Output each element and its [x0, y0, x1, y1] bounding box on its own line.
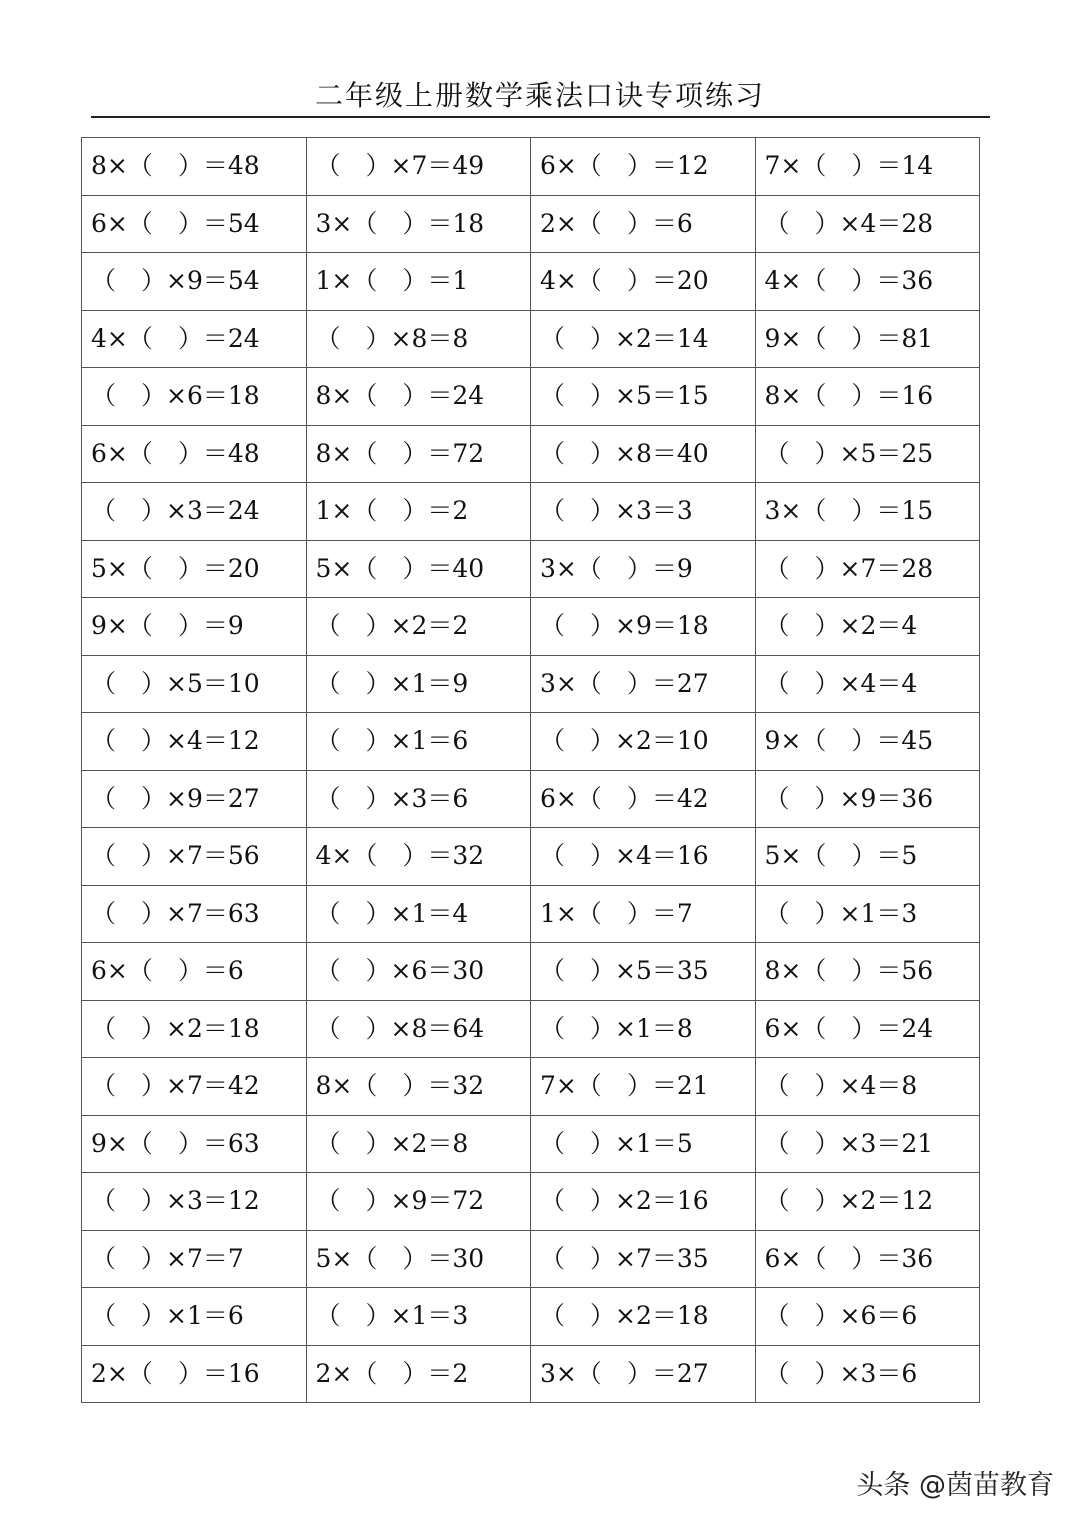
table-row — [82, 1345, 980, 1403]
table-row — [82, 253, 980, 311]
exercise-cell[interactable]: 1×（ ）＝7 — [531, 885, 756, 943]
exercise-cell[interactable]: （ ）×6＝30 — [306, 943, 531, 1001]
exercise-cell[interactable]: （ ）×5＝35 — [531, 943, 756, 1001]
exercise-cell[interactable]: （ ）×2＝2 — [306, 598, 531, 656]
exercise-cell[interactable]: 5×（ ）＝5 — [755, 828, 980, 886]
table-row — [82, 1058, 980, 1116]
exercise-cell[interactable]: 6×（ ）＝42 — [531, 770, 756, 828]
exercise-cell[interactable]: 2×（ ）＝6 — [531, 195, 756, 253]
exercise-cell[interactable]: 8×（ ）＝32 — [306, 1058, 531, 1116]
exercise-cell[interactable]: （ ）×2＝10 — [531, 713, 756, 771]
exercise-cell[interactable]: （ ）×3＝21 — [755, 1115, 980, 1173]
exercise-cell[interactable]: （ ）×3＝6 — [306, 770, 531, 828]
exercise-cell[interactable]: 6×（ ）＝12 — [531, 138, 756, 196]
exercise-cell[interactable]: 6×（ ）＝36 — [755, 1230, 980, 1288]
table-row — [82, 1000, 980, 1058]
exercise-cell[interactable]: 3×（ ）＝27 — [531, 655, 756, 713]
exercise-cell[interactable]: （ ）×1＝6 — [306, 713, 531, 771]
exercise-cell[interactable]: （ ）×2＝8 — [306, 1115, 531, 1173]
exercise-cell[interactable]: 7×（ ）＝14 — [755, 138, 980, 196]
exercise-cell[interactable]: （ ）×6＝6 — [755, 1288, 980, 1346]
exercise-cell[interactable]: （ ）×2＝4 — [755, 598, 980, 656]
table-row — [82, 770, 980, 828]
exercise-cell[interactable]: （ ）×8＝64 — [306, 1000, 531, 1058]
table-row — [82, 655, 980, 713]
exercise-cell[interactable]: （ ）×7＝56 — [82, 828, 307, 886]
exercise-cell[interactable]: （ ）×3＝24 — [82, 483, 307, 541]
exercise-cell[interactable]: 2×（ ）＝16 — [82, 1345, 307, 1403]
exercise-cell[interactable]: （ ）×2＝16 — [531, 1173, 756, 1231]
exercise-cell[interactable]: （ ）×1＝3 — [306, 1288, 531, 1346]
table-row — [82, 943, 980, 1001]
table-row — [82, 368, 980, 426]
exercise-cell[interactable]: （ ）×9＝36 — [755, 770, 980, 828]
exercise-cell[interactable]: 8×（ ）＝72 — [306, 425, 531, 483]
exercise-cell[interactable]: 6×（ ）＝6 — [82, 943, 307, 1001]
exercise-cell[interactable]: （ ）×4＝8 — [755, 1058, 980, 1116]
table-row — [82, 885, 980, 943]
exercise-cell[interactable]: 6×（ ）＝48 — [82, 425, 307, 483]
exercise-cell[interactable]: （ ）×5＝25 — [755, 425, 980, 483]
exercise-cell[interactable]: （ ）×4＝16 — [531, 828, 756, 886]
exercise-cell[interactable]: （ ）×2＝14 — [531, 310, 756, 368]
exercise-cell[interactable]: （ ）×1＝8 — [531, 1000, 756, 1058]
exercise-cell[interactable]: 5×（ ）＝20 — [82, 540, 307, 598]
exercise-cell[interactable]: （ ）×1＝5 — [531, 1115, 756, 1173]
exercise-cell[interactable]: 9×（ ）＝45 — [755, 713, 980, 771]
exercise-cell[interactable]: 3×（ ）＝18 — [306, 195, 531, 253]
exercise-cell[interactable]: （ ）×3＝12 — [82, 1173, 307, 1231]
exercise-cell[interactable]: （ ）×7＝49 — [306, 138, 531, 196]
exercise-cell[interactable]: （ ）×8＝40 — [531, 425, 756, 483]
table-row — [82, 1288, 980, 1346]
table-row — [82, 598, 980, 656]
exercise-cell[interactable]: （ ）×7＝28 — [755, 540, 980, 598]
exercise-cell[interactable]: 4×（ ）＝24 — [82, 310, 307, 368]
exercise-cell[interactable]: （ ）×4＝12 — [82, 713, 307, 771]
exercise-cell[interactable]: （ ）×5＝10 — [82, 655, 307, 713]
exercise-cell[interactable]: （ ）×7＝7 — [82, 1230, 307, 1288]
table-row — [82, 1115, 980, 1173]
exercise-cell[interactable]: （ ）×9＝54 — [82, 253, 307, 311]
exercise-cell[interactable]: 4×（ ）＝20 — [531, 253, 756, 311]
exercise-cell[interactable]: （ ）×1＝9 — [306, 655, 531, 713]
exercise-cell[interactable]: 3×（ ）＝27 — [531, 1345, 756, 1403]
exercise-cell[interactable]: （ ）×7＝63 — [82, 885, 307, 943]
exercise-cell[interactable]: 3×（ ）＝9 — [531, 540, 756, 598]
table-row — [82, 828, 980, 886]
exercise-cell[interactable]: （ ）×7＝35 — [531, 1230, 756, 1288]
exercise-cell[interactable]: （ ）×9＝72 — [306, 1173, 531, 1231]
exercise-cell[interactable]: 1×（ ）＝1 — [306, 253, 531, 311]
exercise-cell[interactable]: 1×（ ）＝2 — [306, 483, 531, 541]
exercise-cell[interactable]: （ ）×3＝3 — [531, 483, 756, 541]
exercise-table — [81, 137, 980, 1403]
page-title: 二年级上册数学乘法口诀专项练习 — [314, 79, 765, 112]
exercise-cell[interactable]: 8×（ ）＝16 — [755, 368, 980, 426]
table-row — [82, 195, 980, 253]
table-row — [82, 425, 980, 483]
exercise-cell[interactable]: 8×（ ）＝24 — [306, 368, 531, 426]
exercise-cell[interactable]: 4×（ ）＝36 — [755, 253, 980, 311]
table-row — [82, 138, 980, 196]
table-row — [82, 1230, 980, 1288]
exercise-cell[interactable]: （ ）×6＝18 — [82, 368, 307, 426]
exercise-cell[interactable]: 9×（ ）＝9 — [82, 598, 307, 656]
exercise-cell[interactable]: 5×（ ）＝30 — [306, 1230, 531, 1288]
exercise-cell[interactable]: 2×（ ）＝2 — [306, 1345, 531, 1403]
exercise-cell[interactable]: 8×（ ）＝48 — [82, 138, 307, 196]
exercise-cell[interactable]: （ ）×4＝4 — [755, 655, 980, 713]
exercise-cell[interactable]: 9×（ ）＝81 — [755, 310, 980, 368]
exercise-cell[interactable]: 6×（ ）＝24 — [755, 1000, 980, 1058]
exercise-cell[interactable]: （ ）×9＝18 — [531, 598, 756, 656]
exercise-cell[interactable]: 7×（ ）＝21 — [531, 1058, 756, 1116]
exercise-cell[interactable]: 3×（ ）＝15 — [755, 483, 980, 541]
exercise-table-body — [82, 138, 980, 1403]
exercise-cell[interactable]: 4×（ ）＝32 — [306, 828, 531, 886]
title-underline — [91, 116, 990, 118]
exercise-cell[interactable]: （ ）×3＝6 — [755, 1345, 980, 1403]
table-row — [82, 310, 980, 368]
exercise-cell[interactable]: 5×（ ）＝40 — [306, 540, 531, 598]
exercise-cell[interactable]: （ ）×1＝3 — [755, 885, 980, 943]
exercise-cell[interactable]: （ ）×2＝12 — [755, 1173, 980, 1231]
exercise-cell[interactable]: （ ）×9＝27 — [82, 770, 307, 828]
exercise-cell[interactable]: （ ）×8＝8 — [306, 310, 531, 368]
exercise-cell[interactable]: 9×（ ）＝63 — [82, 1115, 307, 1173]
exercise-cell[interactable]: 8×（ ）＝56 — [755, 943, 980, 1001]
exercise-cell[interactable]: （ ）×2＝18 — [82, 1000, 307, 1058]
table-row — [82, 483, 980, 541]
table-row — [82, 1173, 980, 1231]
table-row — [82, 713, 980, 771]
watermark: 头条 @茵苗教育 — [856, 1470, 1054, 1501]
exercise-cell[interactable]: 6×（ ）＝54 — [82, 195, 307, 253]
exercise-cell[interactable]: （ ）×1＝4 — [306, 885, 531, 943]
table-row — [82, 540, 980, 598]
exercise-cell[interactable]: （ ）×2＝18 — [531, 1288, 756, 1346]
exercise-cell[interactable]: （ ）×5＝15 — [531, 368, 756, 426]
exercise-cell[interactable]: （ ）×7＝42 — [82, 1058, 307, 1116]
exercise-cell[interactable]: （ ）×1＝6 — [82, 1288, 307, 1346]
exercise-cell[interactable]: （ ）×4＝28 — [755, 195, 980, 253]
